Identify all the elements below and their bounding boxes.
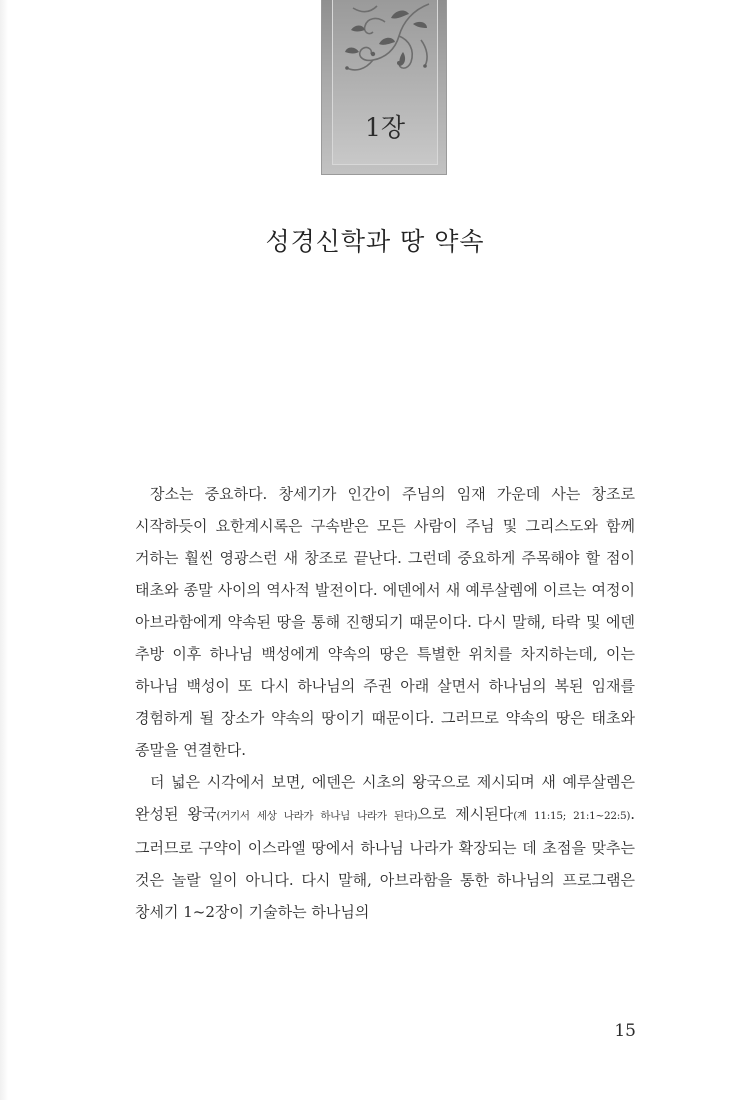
chapter-banner-panel bbox=[332, 0, 438, 165]
paragraph-2-part-1: 더 넓은 시각에서 보면, 에덴은 시초의 왕국으로 제시되며 새 예루살렘은 완성된 왕국 bbox=[135, 773, 635, 823]
body-text bbox=[135, 478, 635, 928]
paragraph-2-note-1: (거기서 세상 나라가 하나님 나라가 된다) bbox=[216, 810, 418, 822]
binding-shadow bbox=[0, 0, 8, 1100]
chapter-label: 1장 bbox=[364, 113, 406, 142]
paragraph-2-note-2: (계 11:15; 21:1~22:5) bbox=[513, 810, 631, 822]
chapter-title: 성경신학과 땅 약속 bbox=[265, 227, 485, 256]
chapter-banner bbox=[322, 0, 446, 174]
paragraph-2 bbox=[135, 766, 635, 928]
page-number: 15 bbox=[614, 1021, 636, 1041]
paragraph-2-part-3: . 그러므로 구약이 이스라엘 땅에서 하나님 나라가 확장되는 데 초점을 맞추는 것은 놀랄 일이 아니다. 다시 말해, 아브라함을 통한 하나님의 프로그램은 창세기 1~2장이 기술하는 하나님의 bbox=[135, 805, 636, 921]
paragraph-1: 장소는 중요하다. 창세기가 인간이 주님의 임재 가운데 사는 창조로 시작하듯이 요한계시록은 구속받은 모든 사람이 주님 및 그리스도와 함께 거하는 훨씬 영광스런 새 창조로 끝난다. 그런데 중요하게 주목해야 할 점이 태초와 종말 사이의 역사적 발전이다. 에덴에서 새 예루살렘에 이르는 여정이 아브라함에게 약속된 땅을 통해 진행되기 때문이다. 다시 말해, 타락 및 에덴 추방 이후 하나님 백성에게 약속의 땅은 특별한 위치를 차지하는데, 이는 하나님 백성이 또 다시 하나님의 주권 아래 살면서 하나님의 복된 임재를 경험하게 될 장소가 약속의 땅이기 때문이다. 그러므로 약속의 땅은 태초와 종말을 연결한다. bbox=[135, 485, 635, 759]
paragraph-2-part-2: 으로 제시된다 bbox=[417, 805, 514, 823]
floral-ornament-icon bbox=[333, 0, 437, 90]
